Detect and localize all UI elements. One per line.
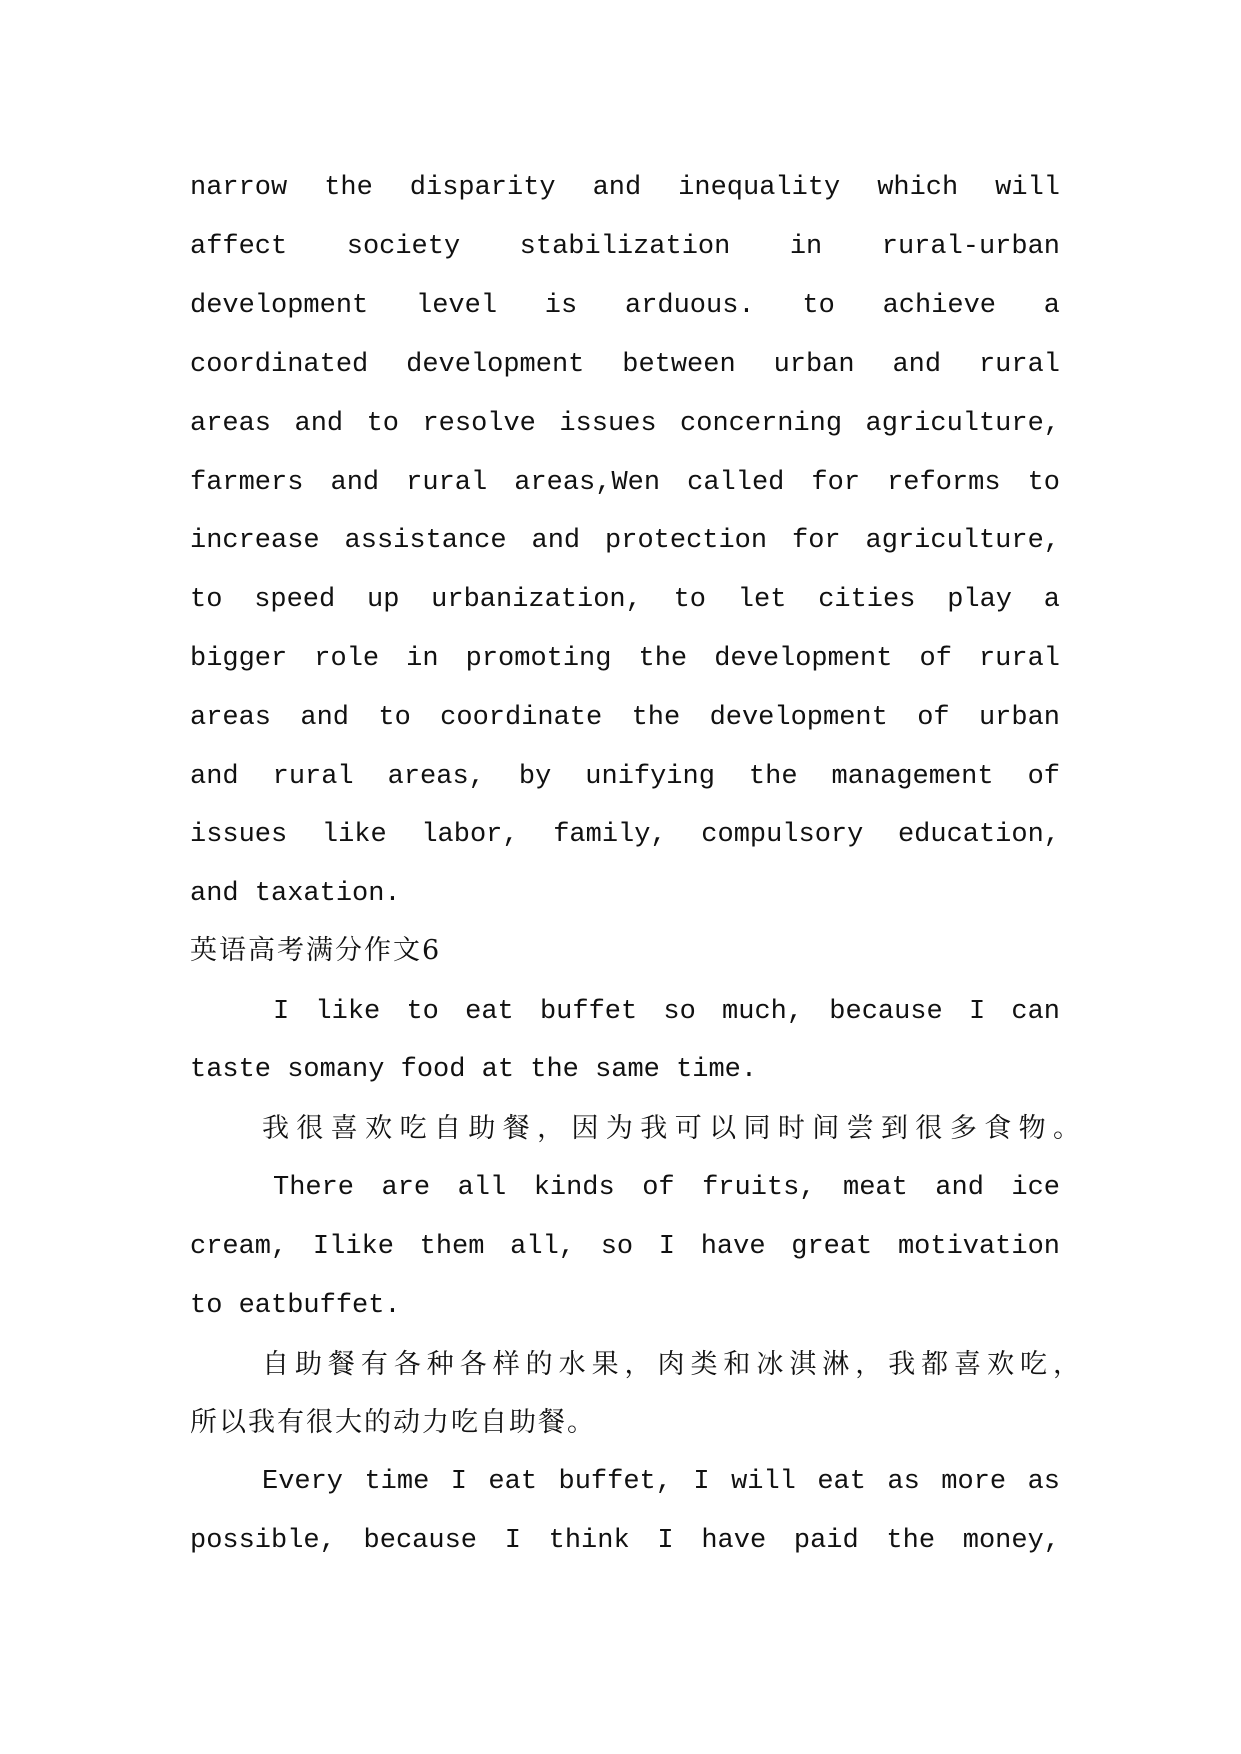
text-line: 自助餐有各种各样的水果，肉类和冰淇淋，我都喜欢吃， — [262, 1349, 1082, 1380]
text-line: and rural areas, by unifying the management of — [190, 762, 1060, 792]
text-line: taste somany food at the same time. — [190, 1055, 758, 1085]
text-line: I like to eat buffet so much, because I can — [273, 997, 1060, 1027]
text-line: narrow the disparity and inequality which will — [190, 173, 1060, 203]
text-line: 所以我有很大的动力吃自助餐。 — [190, 1407, 596, 1438]
text-line: 我很喜欢吃自助餐，因为我可以同时间尝到很多食物。 — [262, 1113, 1082, 1144]
text-line: development level is arduous. to achieve a — [190, 291, 1060, 321]
text-line: areas and to coordinate the development of urban — [190, 703, 1060, 733]
text-line: farmers and rural areas,Wen called for reforms to — [190, 468, 1060, 498]
text-line: and taxation. — [190, 879, 401, 909]
text-line: There are all kinds of fruits, meat and ice — [273, 1173, 1060, 1203]
text-line: increase assistance and protection for agriculture, — [190, 526, 1060, 556]
text-line: coordinated development between urban and rural — [190, 350, 1060, 380]
text-line: bigger role in promoting the development of rural — [190, 644, 1060, 674]
text-line: affect society stabilization in rural-urban — [190, 232, 1060, 262]
text-line: to speed up urbanization, to let cities play a — [190, 585, 1060, 615]
section-heading: 英语高考满分作文6 — [190, 935, 442, 966]
text-line: issues like labor, family, compulsory education, — [190, 820, 1060, 850]
text-line: areas and to resolve issues concerning agriculture, — [190, 409, 1060, 439]
text-line: cream, Ilike them all, so I have great motivation — [190, 1232, 1060, 1262]
text-line: possible, because I think I have paid the money, — [190, 1526, 1060, 1556]
text-line: Every time I eat buffet, I will eat as more as — [262, 1467, 1060, 1497]
text-line: to eatbuffet. — [190, 1291, 401, 1321]
